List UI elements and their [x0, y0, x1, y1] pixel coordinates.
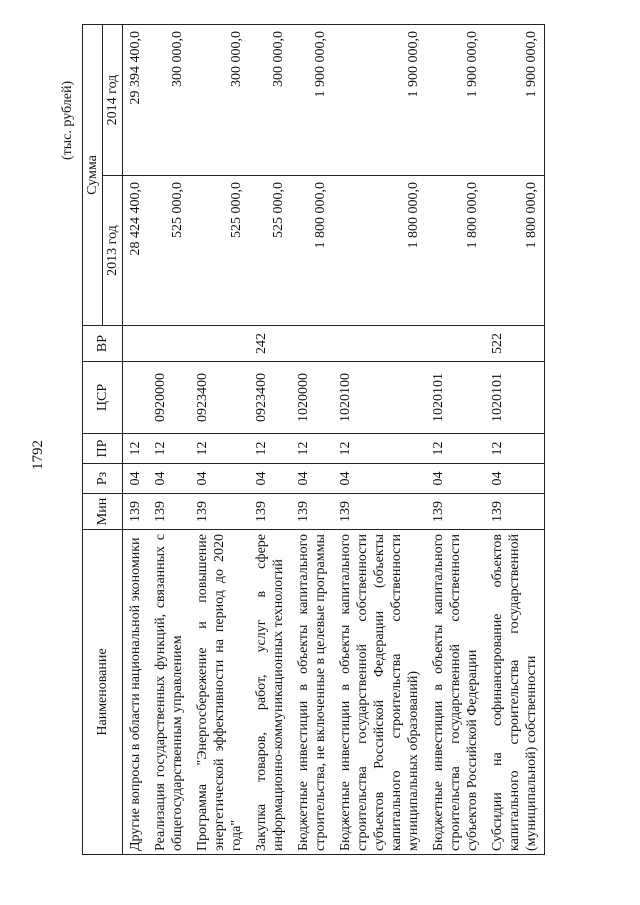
row-csr: 0923400	[190, 362, 249, 434]
row-name: Другие вопросы в области национальной экономики	[123, 530, 149, 855]
row-pr: 12	[291, 434, 333, 464]
units-label: (тыс. рублей)	[60, 80, 75, 160]
table-row	[249, 25, 291, 855]
table-row	[190, 25, 249, 855]
row-csr: 1020000	[291, 362, 333, 434]
row-2013: 525 000,0	[190, 176, 249, 326]
row-vr	[291, 326, 333, 362]
row-2013: 1 800 000,0	[333, 176, 426, 326]
row-csr	[123, 362, 149, 434]
header-csr: ЦСР	[83, 362, 123, 434]
row-vr	[333, 326, 426, 362]
row-name: Бюджетные инвестиции в объекты капитального строительства государственной собственности субъектов Российской Федерации (объекты капитального строительства собственности муниципальных образований)	[333, 530, 426, 855]
row-name: Закупка товаров, работ, услуг в сфере информационно-коммуникационных технологий	[249, 530, 291, 855]
row-min: 139	[123, 494, 149, 530]
page-number: 1792	[30, 440, 46, 470]
row-name: Реализация государственных функций, связанных с общегосударственным управлением	[148, 530, 190, 855]
row-csr: 0923400	[249, 362, 291, 434]
table-row	[485, 25, 545, 855]
row-rz: 04	[148, 464, 190, 494]
row-2014: 1 900 000,0	[291, 25, 333, 176]
budget-table	[82, 24, 545, 855]
row-name: Бюджетные инвестиции в объекты капитального строительства, не включенные в целевые программы	[291, 530, 333, 855]
row-rz: 04	[123, 464, 149, 494]
row-min: 139	[249, 494, 291, 530]
row-2014: 300 000,0	[249, 25, 291, 176]
header-vr: ВР	[83, 326, 123, 362]
row-vr	[426, 326, 485, 362]
row-min: 139	[190, 494, 249, 530]
table-row	[123, 25, 149, 855]
row-vr	[148, 326, 190, 362]
row-2014: 1 900 000,0	[333, 25, 426, 176]
row-2013: 1 800 000,0	[485, 176, 545, 326]
row-min: 139	[485, 494, 545, 530]
row-rz: 04	[291, 464, 333, 494]
header-2013: 2013 год	[103, 176, 123, 326]
header-pr: ПР	[83, 434, 123, 464]
row-vr: 242	[249, 326, 291, 362]
header-2014: 2014 год	[103, 25, 123, 176]
row-rz: 04	[190, 464, 249, 494]
row-2014: 300 000,0	[190, 25, 249, 176]
row-csr: 1020101	[426, 362, 485, 434]
row-2013: 525 000,0	[249, 176, 291, 326]
table-header	[83, 25, 123, 855]
table-body	[123, 25, 545, 855]
table-row	[333, 25, 426, 855]
row-vr	[123, 326, 149, 362]
row-pr: 12	[426, 434, 485, 464]
row-pr: 12	[123, 434, 149, 464]
row-min: 139	[426, 494, 485, 530]
table-row	[148, 25, 190, 855]
row-2013: 525 000,0	[148, 176, 190, 326]
row-2014: 1 900 000,0	[426, 25, 485, 176]
row-2013: 1 800 000,0	[426, 176, 485, 326]
row-rz: 04	[249, 464, 291, 494]
row-pr: 12	[333, 434, 426, 464]
row-min: 139	[291, 494, 333, 530]
row-rz: 04	[485, 464, 545, 494]
row-pr: 12	[249, 434, 291, 464]
row-2013: 1 800 000,0	[291, 176, 333, 326]
row-csr: 0920000	[148, 362, 190, 434]
row-name: Бюджетные инвестиции в объекты капитального строительства государственной собственности субъектов Российской Федерации	[426, 530, 485, 855]
table-row	[426, 25, 485, 855]
row-name: Субсидии на софинансирование объектов капитального строительства государственной (муниципальной) собственности	[485, 530, 545, 855]
row-pr: 12	[485, 434, 545, 464]
row-2014: 1 900 000,0	[485, 25, 545, 176]
row-2014: 300 000,0	[148, 25, 190, 176]
row-vr: 522	[485, 326, 545, 362]
row-pr: 12	[148, 434, 190, 464]
table-row	[291, 25, 333, 855]
header-rz: Рз	[83, 464, 123, 494]
header-min: Мин	[83, 494, 123, 530]
row-csr: 1020101	[485, 362, 545, 434]
header-name: Наименование	[83, 530, 123, 855]
row-2014: 29 394 400,0	[123, 25, 149, 176]
row-min: 139	[148, 494, 190, 530]
row-rz: 04	[426, 464, 485, 494]
row-pr: 12	[190, 434, 249, 464]
row-min: 139	[333, 494, 426, 530]
row-2013: 28 424 400,0	[123, 176, 149, 326]
row-vr	[190, 326, 249, 362]
row-csr: 1020100	[333, 362, 426, 434]
row-name: Программа "Энергосбережение и повышение энергетической эффективности на период до 2020 года"	[190, 530, 249, 855]
row-rz: 04	[333, 464, 426, 494]
header-sum: Сумма	[83, 25, 103, 326]
